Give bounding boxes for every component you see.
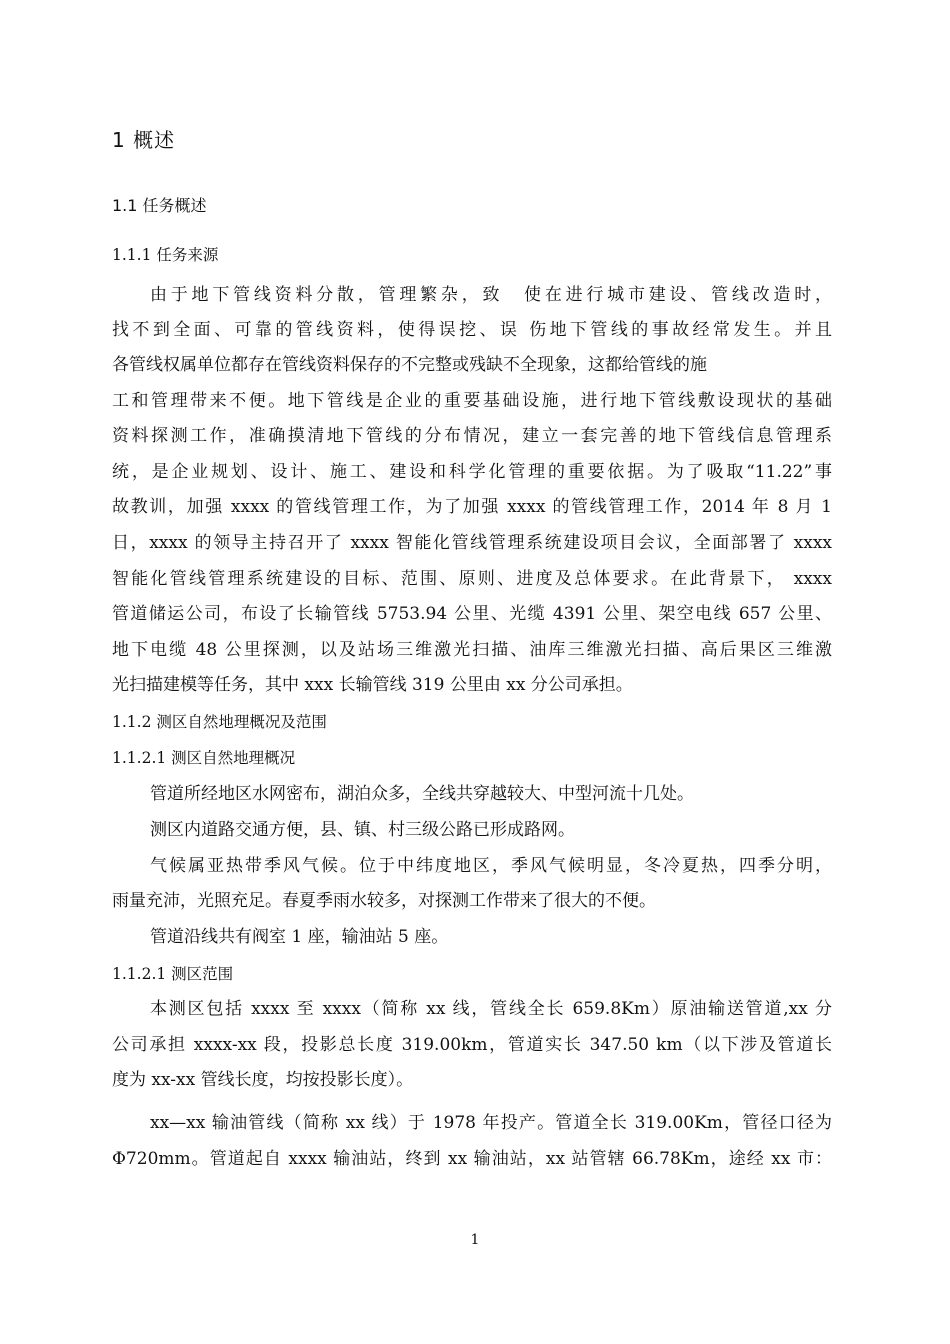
paragraph-line: 各管线权属单位都存在管线资料保存的不完整或残缺不全现象，这都给管线的施 bbox=[112, 355, 707, 375]
paragraph-line: Φ720mm。管道起自 xxxx 输油站，终到 xx 输油站，xx 站管辖 66.78Km，途经 xx 市： bbox=[112, 1149, 832, 1169]
subsection-heading: 1.1.2.1 测区范围 bbox=[112, 965, 234, 983]
section-heading: 1.1 任务概述 bbox=[112, 196, 207, 215]
chapter-heading: 1 概述 bbox=[112, 128, 176, 152]
subsection-heading: 1.1.1 任务来源 bbox=[112, 246, 219, 264]
paragraph-line: 由于地下管线资料分散，管理繁杂，致 使在进行城市建设、管线改造时， bbox=[150, 285, 832, 305]
paragraph-line: 地下电缆 48 公里探测，以及站场三维激光扫描、油库三维激光扫描、高后果区三维激 bbox=[112, 640, 832, 660]
paragraph-line: 管道储运公司，布设了长输管线 5753.94 公里、光缆 4391 公里、架空电线 657 公里、 bbox=[112, 604, 832, 624]
paragraph-line: 统，是企业规划、设计、施工、建设和科学化管理的重要依据。为了吸取“11.22”事 bbox=[112, 462, 832, 482]
paragraph-line: 气候属亚热带季风气候。位于中纬度地区，季风气候明显，冬冷夏热，四季分明， bbox=[150, 856, 832, 876]
paragraph-line: 管道所经地区水网密布，湖泊众多，全线共穿越较大、中型河流十几处。 bbox=[150, 784, 694, 804]
paragraph-line: 故教训，加强 xxxx 的管线管理工作，为了加强 xxxx 的管线管理工作，2014 年 8 月 1 bbox=[112, 497, 832, 517]
paragraph-line: xx—xx 输油管线（简称 xx 线）于 1978 年投产。管道全长 319.00Km，管径口径为 bbox=[150, 1113, 832, 1133]
subsection-heading: 1.1.2.1 测区自然地理概况 bbox=[112, 749, 296, 767]
paragraph-line: 公司承担 xxxx-xx 段，投影总长度 319.00km，管道实长 347.50 km（以下涉及管道长 bbox=[112, 1035, 832, 1055]
paragraph-line: 光扫描建模等任务，其中 xxx 长输管线 319 公里由 xx 分公司承担。 bbox=[112, 675, 633, 695]
paragraph-line: 本测区包括 xxxx 至 xxxx（简称 xx 线，管线全长 659.8Km）原油输送管道,xx 分 bbox=[150, 999, 832, 1019]
paragraph-line: 日，xxxx 的领导主持召开了 xxxx 智能化管线管理系统建设项目会议，全面部署了 xxxx bbox=[112, 533, 832, 553]
paragraph-line: 雨量充沛，光照充足。春夏季雨水较多，对探测工作带来了很大的不便。 bbox=[112, 891, 656, 911]
paragraph-line: 管道沿线共有阀室 1 座，输油站 5 座。 bbox=[150, 927, 449, 947]
subsection-heading: 1.1.2 测区自然地理概况及范围 bbox=[112, 713, 327, 731]
paragraph-line: 测区内道路交通方便，县、镇、村三级公路已形成路网。 bbox=[150, 820, 575, 840]
paragraph-line: 工和管理带来不便。地下管线是企业的重要基础设施，进行地下管线敷设现状的基础 bbox=[112, 391, 832, 411]
paragraph-line: 资料探测工作，准确摸清地下管线的分布情况，建立一套完善的地下管线信息管理系 bbox=[112, 426, 832, 446]
paragraph-line: 度为 xx-xx 管线长度，均按投影长度）。 bbox=[112, 1070, 414, 1090]
paragraph-line: 智能化管线管理系统建设的目标、范围、原则、进度及总体要求。在此背景下， xxxx bbox=[112, 569, 832, 589]
page-number: 1 bbox=[470, 1232, 480, 1248]
paragraph-line: 找不到全面、可靠的管线资料，使得误挖、误 伤地下管线的事故经常发生。并且 bbox=[112, 320, 832, 340]
